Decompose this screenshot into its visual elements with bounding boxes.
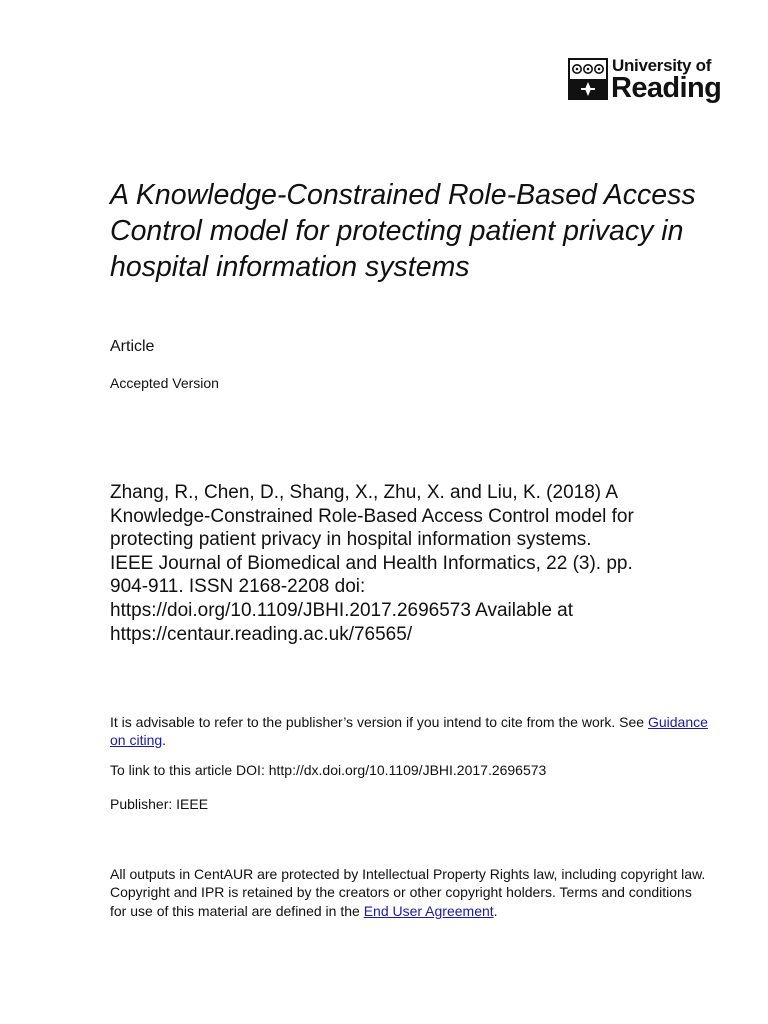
version-label: Accepted Version [110, 375, 219, 391]
rights-text: All outputs in CentAUR are protected by Intellectual Property Rights law, including copyright law. Copyright and IPR is retained by the creators or other copyright holders. Terms and conditions for use of this material are defined in the [110, 866, 706, 919]
article-type: Article [110, 338, 155, 355]
crest-icon [568, 58, 608, 100]
article-title: A Knowledge-Constrained Role-Based Access Control model for protecting patient privacy in hospital information systems [110, 179, 696, 283]
citation-line: IEEE Journal of Biomedical and Health Informatics, 22 (3). pp. [110, 552, 633, 574]
citation-line: Knowledge-Constrained Role-Based Access Control model for [110, 505, 634, 527]
doi-link-line: To link to this article DOI: http://dx.doi.org/10.1109/JBHI.2017.2696573 [110, 762, 547, 778]
citation-doi-line: https://doi.org/10.1109/JBHI.2017.2696573 Available at [110, 599, 574, 621]
rights-text-end: . [493, 902, 498, 919]
citation-line: protecting patient privacy in hospital information systems. [110, 529, 592, 551]
citation-block [110, 481, 730, 646]
university-logo [566, 56, 726, 104]
rights-notice [110, 865, 710, 920]
citation-line: 904-911. ISSN 2168-2208 doi: [110, 576, 366, 598]
end-user-agreement-link[interactable]: End User Agreement [363, 902, 494, 919]
logo-text-reading: Reading [611, 72, 722, 104]
citation-line: Zhang, R., Chen, D., Shang, X., Zhu, X. and Liu, K. (2018) A [110, 482, 619, 503]
publisher-line: Publisher: IEEE [110, 796, 209, 812]
citation-url-line: https://centaur.reading.ac.uk/76565/ [110, 623, 413, 645]
logo-text-university-of: University of [612, 56, 712, 75]
citation-advice [110, 713, 710, 749]
guidance-on-citing-link[interactable]: Guidance on citing [110, 714, 708, 748]
advice-text-end: . [162, 732, 167, 748]
advice-text: It is advisable to refer to the publisher’s version if you intend to cite from the work. See [110, 714, 648, 730]
